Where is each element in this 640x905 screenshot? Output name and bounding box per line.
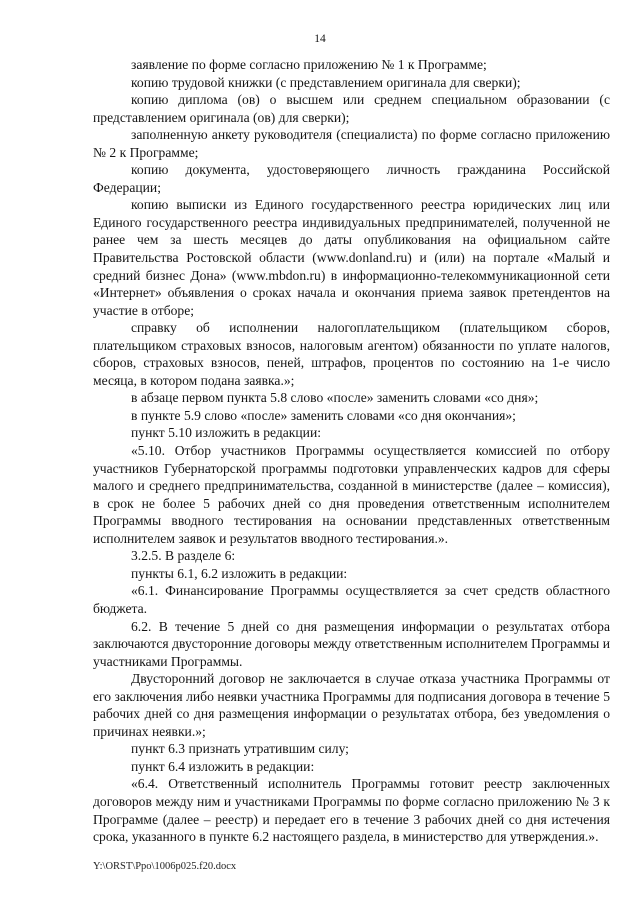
paragraph: пункт 5.10 изложить в редакции:	[131, 425, 322, 441]
paragraph: пункт 6.4 изложить в редакции:	[131, 758, 315, 774]
paragraph: пункты 6.1, 6.2 изложить в редакции:	[131, 565, 348, 581]
paragraph: заявление по форме согласно приложению № 1 к Программе;	[131, 57, 487, 72]
paragraph: справку об исполнении налогоплательщиком (плательщиком сборов, плательщиком страховых взносов, налоговым агентом) обязанности по уплате налогов, сборов, страховых взносов, пеней, штрафов, процентов по состоянию на 1-е число месяца, в котором подана заявка.»;	[93, 320, 610, 388]
paragraph: в пункте 5.9 слово «после» заменить словами «со дня окончания»;	[131, 407, 516, 423]
paragraph: копию диплома (ов) о высшем или среднем специальном образовании (с представлением оригинала (ов) для сверки);	[93, 92, 610, 125]
document-body	[93, 56, 610, 846]
paragraph: «6.4. Ответственный исполнитель Программы готовит реестр заключенных договоров между ним и участниками Программы по форме согласно приложению № 3 к Программе (далее – реестр) и передает его в течение 3 рабочих дней со дня истечения срока, указанного в пункте 6.2 настоящего раздела, в министерство для утверждения.».	[93, 776, 610, 845]
paragraph: «5.10. Отбор участников Программы осуществляется комиссией по отбору участников Губернаторской программы подготовки управленческих кадров для сферы малого и среднего предпринимательства, созданной в министерстве (далее – комиссия), в срок не более 5 рабочих дней со дня проведения ответственным исполнителем Программы вводного тестирования на основании представленных ответственным исполнителем заявок и результатов вводного тестирования.».	[93, 443, 610, 546]
paragraph: Двусторонний договор не заключается в случае отказа участника Программы от его заключения либо неявки участника Программы для подписания договора в течение 5 рабочих дней со дня размещения информации о результатах отбора, без уведомления о причинах неявки.»;	[93, 671, 610, 739]
paragraph: «6.1. Финансирование Программы осуществляется за счет средств областного бюджета.	[93, 583, 610, 616]
paragraph: в абзаце первом пункта 5.8 слово «после» заменить словами «со дня»;	[131, 390, 539, 406]
paragraph: 3.2.5. В разделе 6:	[131, 548, 236, 564]
paragraph: 6.2. В течение 5 дней со дня размещения информации о результатах отбора заключаются двусторонние договоры между ответственным исполнителем Программы и участниками Программы.	[93, 618, 610, 669]
file-path-footer: Y:\ORST\Ppo\1006p025.f20.docx	[93, 861, 237, 872]
paragraph: копию документа, удостоверяющего личность гражданина Российской Федерации;	[93, 162, 610, 195]
page-number: 14	[314, 33, 326, 45]
paragraph: пункт 6.3 признать утратившим силу;	[131, 741, 349, 757]
paragraph: копию выписки из Единого государственного реестра юридических лиц или Единого государственного реестра индивидуальных предпринимателей, полученной не ранее чем за шесть месяцев до даты опубликования на официальном сайте Правительства Ростовской области (www.donland.ru) и (или) на портале «Малый и средний бизнес Дона» (www.mbdon.ru) в информационно-телекоммуникационной сети «Интернет» объявления о сроках начала и окончания приема заявок претендентов на участие в отборе;	[93, 197, 610, 318]
paragraph: заполненную анкету руководителя (специалиста) по форме согласно приложению № 2 к Программе;	[93, 127, 610, 160]
paragraph: копию трудовой книжки (с представлением оригинала для сверки);	[131, 74, 521, 90]
